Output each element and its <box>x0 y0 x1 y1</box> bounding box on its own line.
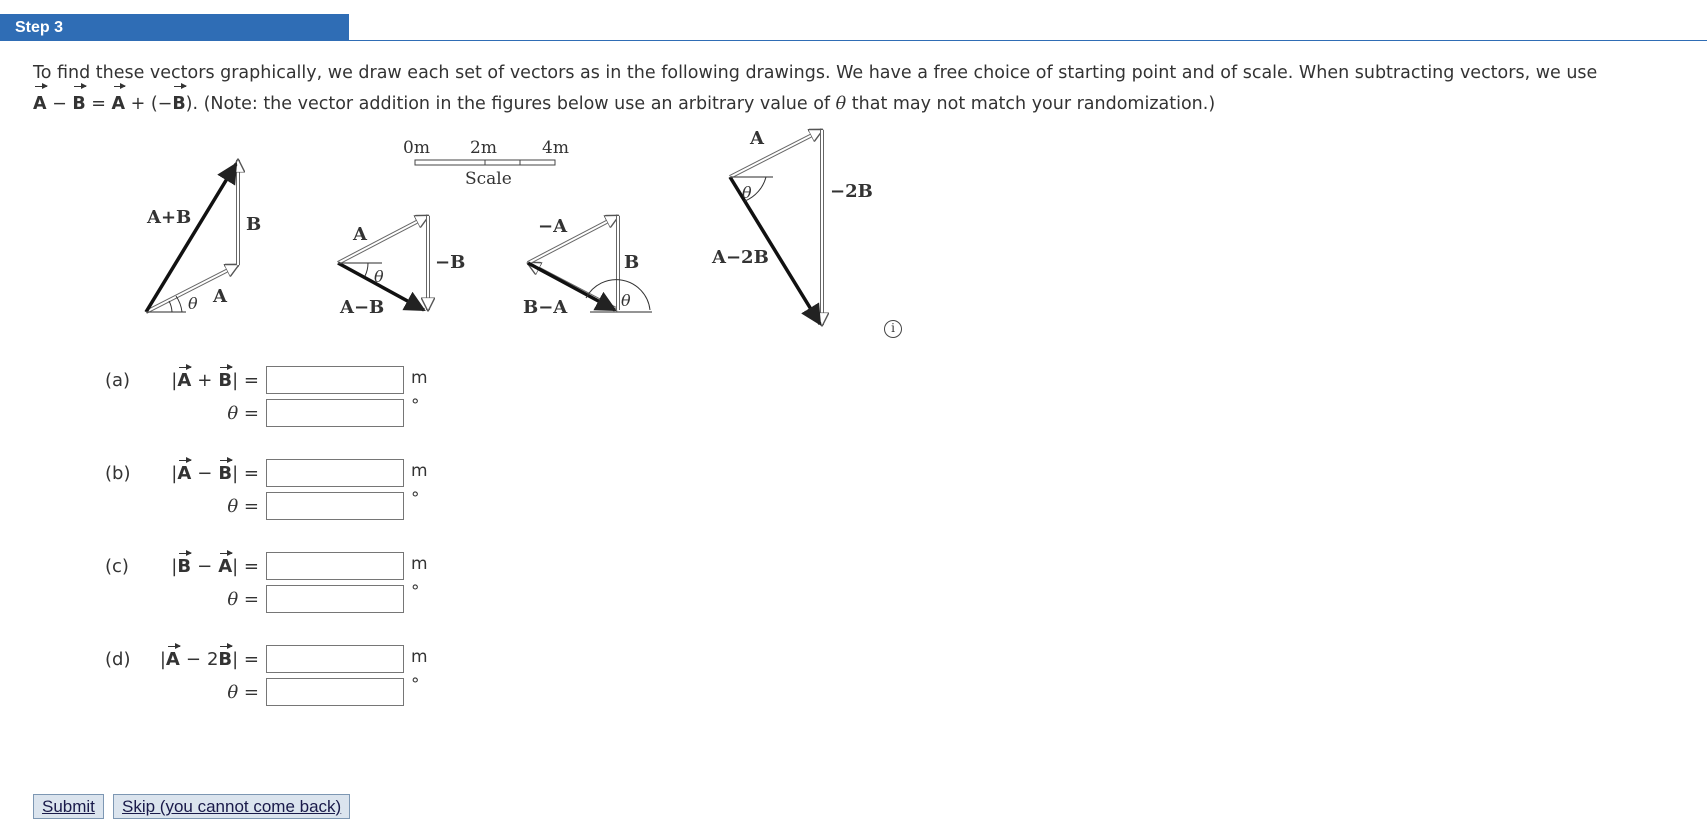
question-letter: (b) <box>105 463 131 484</box>
diagram-a-plus-b <box>146 160 261 313</box>
label-a-minus-2b: A−2B <box>712 247 769 268</box>
theta-symbol: θ <box>835 94 847 114</box>
label-neg-b: −B <box>435 252 466 273</box>
magnitude-expression: |A − 2B| = <box>159 649 259 670</box>
label-a-plus-b: A+B <box>147 207 192 228</box>
unit-degrees: ° <box>411 396 420 416</box>
label-a-minus-b: A−B <box>340 297 385 318</box>
theta-label-text: θ = <box>227 589 259 610</box>
diagram-a-minus-b <box>338 216 465 318</box>
vector-b: B <box>172 89 185 120</box>
vector-symbol: A <box>165 649 180 670</box>
label-a: A <box>750 128 764 149</box>
label-a: A <box>353 224 367 245</box>
label-b: B <box>246 214 262 235</box>
question-letter: (d) <box>105 649 131 670</box>
vector-symbol: B <box>218 649 233 670</box>
unit-meters: m <box>411 554 428 574</box>
vector-symbol: B <box>177 556 192 577</box>
info-icon[interactable]: i <box>884 320 902 338</box>
label-b: B <box>624 252 640 273</box>
unit-degrees: ° <box>411 582 420 602</box>
vector-symbol: A <box>177 463 192 484</box>
vector-diagrams-figure <box>130 120 890 335</box>
angle-input[interactable] <box>266 678 404 706</box>
scale-tick-2: 2m <box>470 138 497 158</box>
angle-input[interactable] <box>266 585 404 613</box>
label-theta: θ <box>188 294 198 313</box>
vector-b: B <box>72 89 85 120</box>
submit-button[interactable]: Submit <box>33 794 104 819</box>
operator: − <box>197 463 213 484</box>
theta-label-text: θ = <box>227 496 259 517</box>
theta-label <box>227 403 259 424</box>
magnitude-expression: |B − A| = <box>171 556 259 577</box>
theta-label <box>227 496 259 517</box>
magnitude-input[interactable] <box>266 366 404 394</box>
step-title: Step 3 <box>0 14 349 41</box>
operator: − <box>197 556 213 577</box>
label-theta: θ <box>374 267 384 286</box>
label-theta: θ <box>621 291 631 310</box>
magnitude-input[interactable] <box>266 459 404 487</box>
scale-tick-0: 0m <box>403 138 430 158</box>
header-divider <box>349 40 1707 41</box>
intro-line1: To find these vectors graphically, we draw each set of vectors as in the following drawings. We have a free choice of starting point and of scale. When subtracting vectors, we use <box>33 63 1598 83</box>
scale-tick-4: 4m <box>542 138 569 158</box>
scale-label: Scale <box>465 169 512 189</box>
theta-label-text: θ = <box>227 682 259 703</box>
unit-degrees: ° <box>411 675 420 695</box>
angle-input[interactable] <box>266 492 404 520</box>
question-letter: (a) <box>105 370 131 391</box>
magnitude-input[interactable] <box>266 645 404 673</box>
scale-bar <box>403 138 569 189</box>
theta-label <box>227 589 259 610</box>
magnitude-expression: |A + B| = <box>171 370 259 391</box>
label-theta: θ <box>742 183 752 202</box>
coefficient: 2 <box>206 649 219 670</box>
question-letter: (c) <box>105 556 129 577</box>
angle-input[interactable] <box>266 399 404 427</box>
label-b-minus-a: B−A <box>523 297 568 318</box>
label-a: A <box>213 286 227 307</box>
unit-degrees: ° <box>411 489 420 509</box>
vector-symbol: B <box>218 463 233 484</box>
vector-a: A <box>111 89 125 120</box>
magnitude-expression: |A − B| = <box>171 463 259 484</box>
unit-meters: m <box>411 647 428 667</box>
diagram-b-minus-a <box>523 216 652 318</box>
diagram-a-minus-2b <box>711 128 873 325</box>
label-neg-2b: −2B <box>830 181 873 202</box>
vector-symbol: B <box>218 370 233 391</box>
skip-button[interactable]: Skip (you cannot come back) <box>113 794 350 819</box>
vector-symbol: A <box>177 370 192 391</box>
instructions-text: To find these vectors graphically, we draw each set of vectors as in the following drawings. We have a free choice of starting point and of scale. When subtracting vectors, we use A − B = A + (−B). (Note: the vector addition in the figures below use an arbitrary value of θ that may not match your randomization.) <box>33 58 1673 120</box>
vector-a: A <box>33 89 47 120</box>
vector-symbol: A <box>218 556 233 577</box>
operator: + <box>197 370 213 391</box>
theta-label-text: θ = <box>227 403 259 424</box>
magnitude-input[interactable] <box>266 552 404 580</box>
label-neg-a: −A <box>538 216 568 237</box>
unit-meters: m <box>411 461 428 481</box>
unit-meters: m <box>411 368 428 388</box>
theta-label <box>227 682 259 703</box>
operator: − <box>185 649 201 670</box>
